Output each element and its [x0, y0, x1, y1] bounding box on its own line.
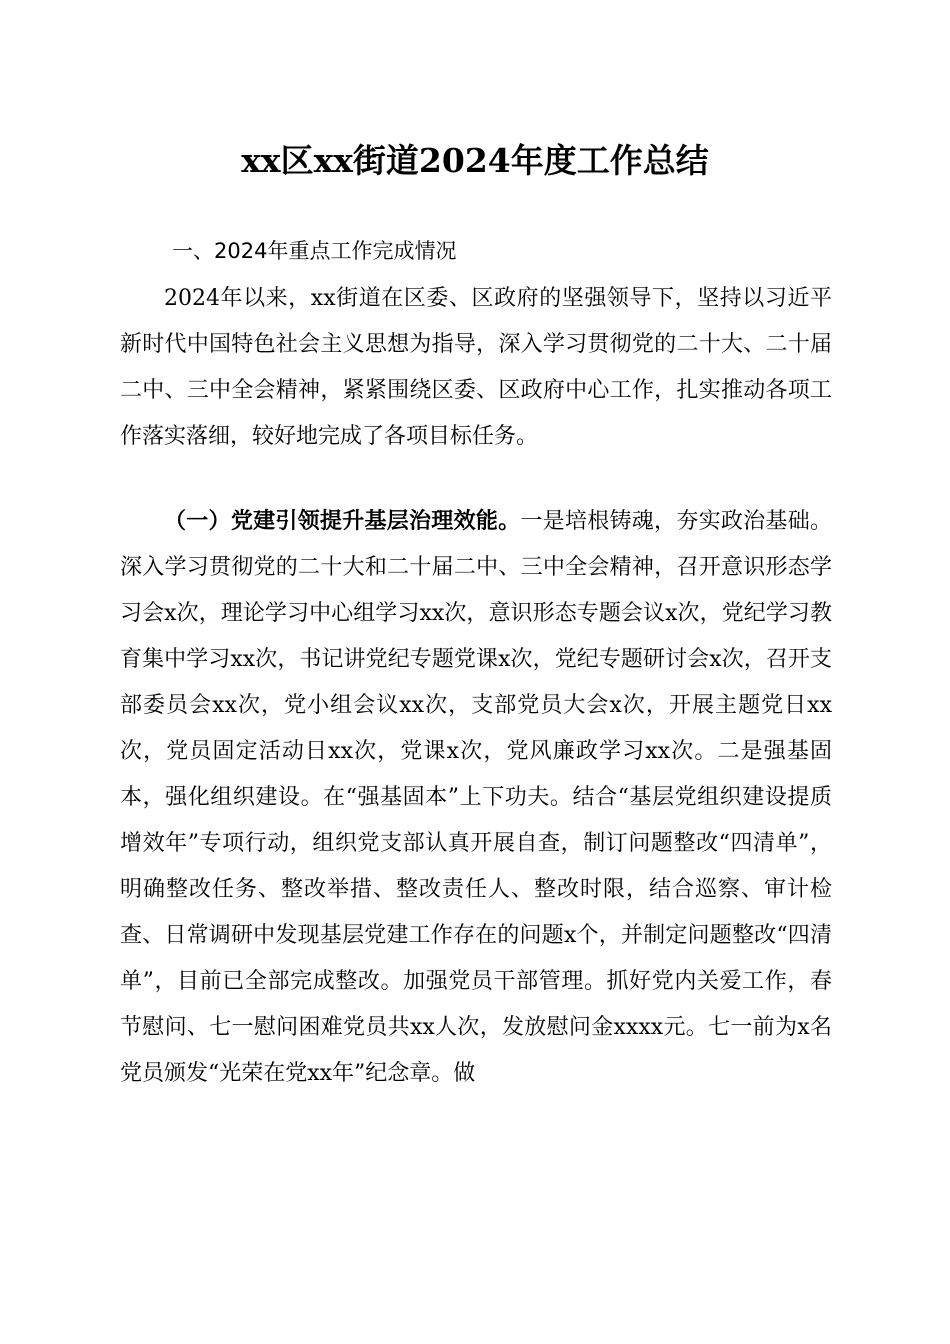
document-title: xx区xx街道2024年度工作总结: [241, 141, 709, 180]
paragraph-party-building: [120, 498, 832, 1097]
paragraph-body-text: 一是培根铸魂，夯实政治基础。深入学习贯彻党的二十大和二十届二中、三中全会精神，召开意识形态学习会x次，理论学习中心组学习xx次，意识形态专题会议x次，党纪学习教育集中学习xx次，书记讲党纪专题党课x次，党纪专题研讨会x次，召开支部委员会xx次，党小组会议xx次，支部党员大会x次，开展主题党日xx次，党员固定活动日xx次，党课x次，党风廉政学习xx次。二是强基固本，强化组织建设。在“强基固本”上下功夫。结合“基层党组织建设提质增效年”专项行动，组织党支部认真开展自查，制订问题整改“四清单”，明确整改任务、整改举措、整改责任人、整改时限，结合巡察、审计检查、日常调研中发现基层党建工作存在的问题x个，并制定问题整改“四清单”，目前已全部完成整改。加强党员干部管理。抓好党内关爱工作，春节慰问、七一慰问困难党员共xx人次，发放慰问金xxxx元。七一前为x名党员颁发“光荣在党xx年”纪念章。做: [120, 509, 832, 1086]
paragraph-intro: 2024年以来，xx街道在区委、区政府的坚强领导下，坚持以习近平新时代中国特色社会主义思想为指导，深入学习贯彻党的二十大、二十届二中、三中全会精神，紧紧围绕区委、区政府中心工作，扎实推动各项工作落实落细，较好地完成了各项目标任务。: [120, 286, 832, 449]
paragraph-lead-heading: （一）党建引领提升基层治理效能。: [164, 508, 521, 534]
section-heading: 一、2024年重点工作完成情况: [172, 239, 457, 263]
